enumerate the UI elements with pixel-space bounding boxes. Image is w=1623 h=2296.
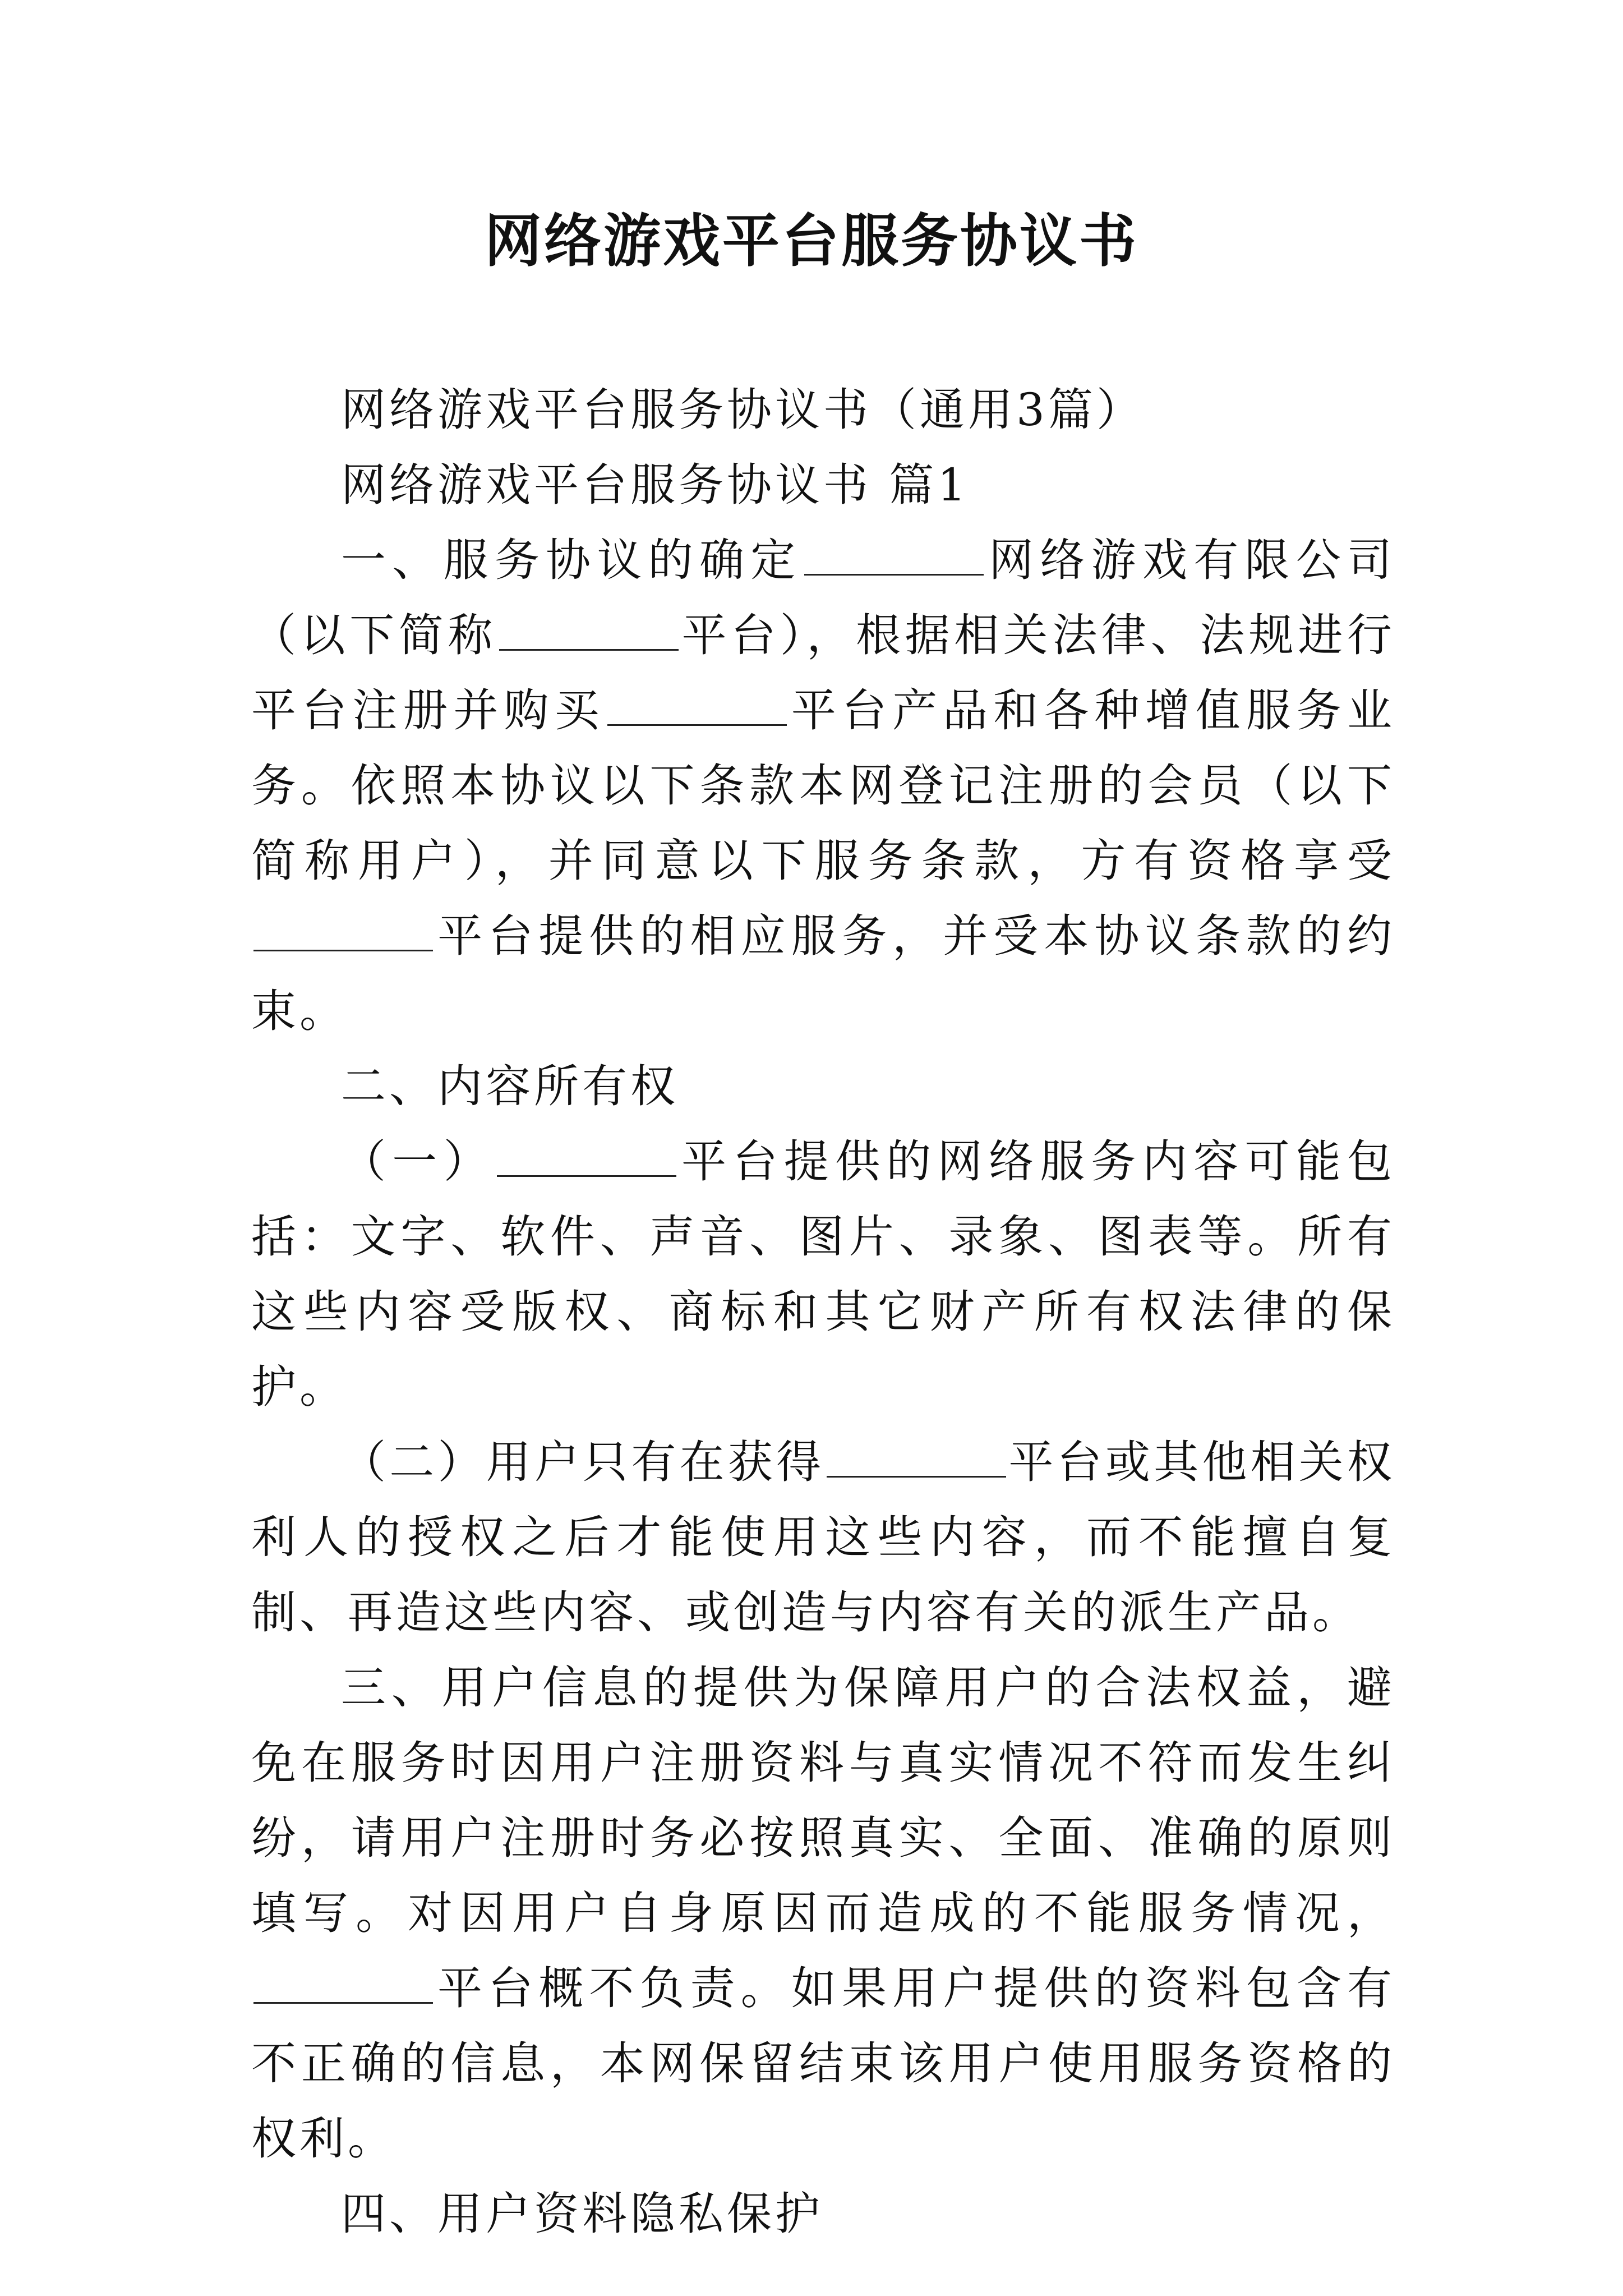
section-2-1-text-a: （一） xyxy=(341,1135,495,1188)
fill-in-blank xyxy=(804,535,984,576)
section-2-2-paragraph xyxy=(251,1425,1395,1650)
section-2-1-text-b: 平台提供的网络服务内容可能包括：文字、软件、声音、图片、录象、图表等。所有这些内容受版权、商标和其它财产所有权法律的保护。 xyxy=(251,1135,1396,1413)
section-1-text-a: 一、服务协议的确定 xyxy=(341,534,802,586)
fill-in-blank xyxy=(497,1136,676,1177)
fill-in-blank xyxy=(607,685,787,726)
document-body xyxy=(251,372,1395,2252)
fill-in-blank xyxy=(253,910,433,951)
section-3-text-a: 三、用户信息的提供为保障用户的合法权益，避免在服务时因用户注册资料与真实情况不符而发生纠纷，请用户注册时务必按照真实、全面、准确的原则填写。对因用户自身原因而造成的不能服务情况， xyxy=(251,1662,1395,1939)
section-1-text-e: 平台提供的相应服务，并受本协议条款的约束。 xyxy=(251,910,1395,1037)
fill-in-blank xyxy=(253,1963,433,2004)
section-4-heading: 四、用户资料隐私保护 xyxy=(341,2188,823,2240)
section-2-2-text-a: （二）用户只有在获得 xyxy=(341,1436,825,1488)
section-2-heading: 二、内容所有权 xyxy=(341,1060,679,1112)
section-2-1-paragraph xyxy=(251,1124,1395,1425)
part-heading: 网络游戏平台服务协议书 篇1 xyxy=(341,459,970,511)
document-title: 网络游戏平台服务协议书 xyxy=(485,208,1138,275)
fill-in-blank xyxy=(499,610,679,651)
section-1-text-c: 平台），根据相关法律、法规进行平台注册并购买 xyxy=(251,609,1395,737)
section-1-text-b: 网络游戏有限公司（以下简称 xyxy=(251,534,1396,661)
fill-in-blank xyxy=(827,1437,1006,1478)
section-3-text-b: 平台概不负责。如果用户提供的资料包含有不正确的信息，本网保留结束该用户使用服务资格的权利。 xyxy=(251,1962,1395,2165)
section-1-text-d: 平台产品和各种增值服务业务。依照本协议以下条款本网登记注册的会员（以下简称用户），并同意以下服务条款，方有资格享受 xyxy=(251,684,1396,887)
section-2-2-text-b: 平台或其他相关权利人的授权之后才能使用这些内容，而不能擅自复制、再造这些内容、或创造与内容有关的派生产品。 xyxy=(251,1436,1396,1639)
section-1-paragraph xyxy=(251,523,1395,1049)
section-3-paragraph xyxy=(251,1650,1395,2177)
subtitle: 网络游戏平台服务协议书（通用3篇） xyxy=(341,384,1145,436)
